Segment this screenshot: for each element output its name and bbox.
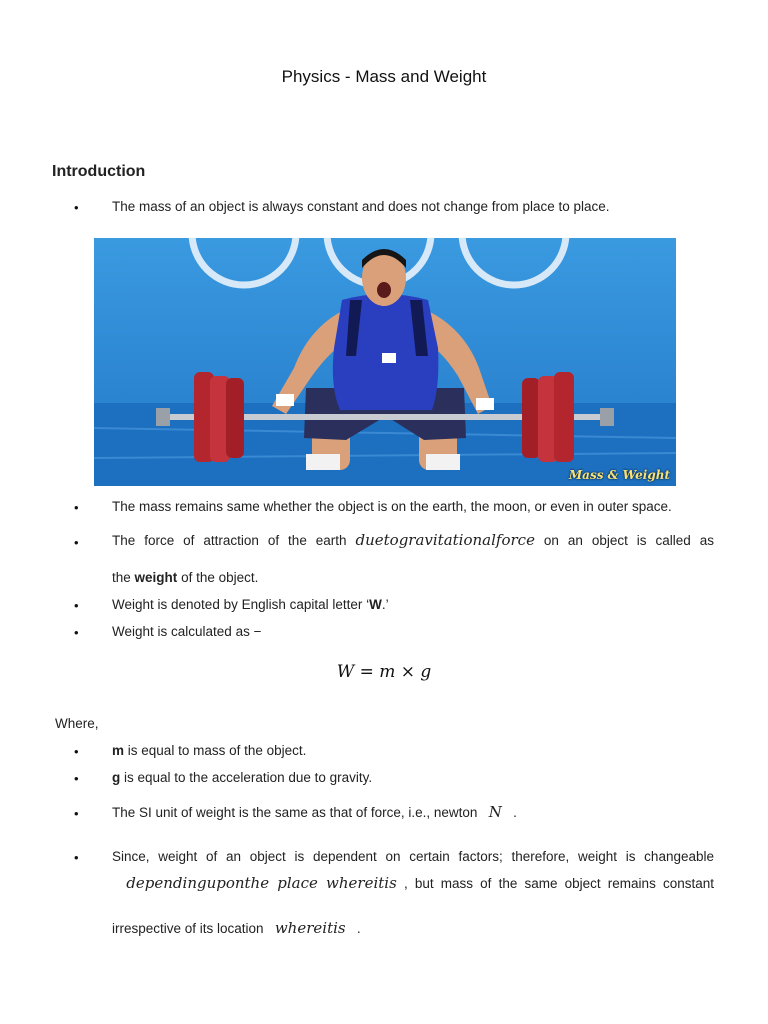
force-text-pre: The force of attraction of the earth xyxy=(112,533,347,548)
bullet-icon: • xyxy=(74,598,79,613)
since-line-2 xyxy=(112,874,714,892)
photo-caption: Mass & Weight xyxy=(568,468,670,482)
since-line-3-end: . xyxy=(356,921,361,936)
formula-m: m xyxy=(379,662,396,682)
since-line-1: Since, weight of an object is dependent on certain factors; therefore, weight is changeable xyxy=(112,849,714,864)
math-where-it-is: whereitis xyxy=(274,919,346,937)
bullet-icon: • xyxy=(74,744,79,759)
since-line-3-text: irrespective of its location xyxy=(112,921,264,936)
bullet-icon: • xyxy=(74,625,79,640)
denoted-post: .’ xyxy=(381,597,389,612)
denoted-pre: Weight is denoted by English capital letter ‘ xyxy=(112,597,370,612)
math-depending-place: dependinguponthe place whereitis xyxy=(126,874,397,892)
bullet-text-mass-constant: The mass of an object is always constant and does not change from place to place. xyxy=(112,199,610,214)
bullet-icon: • xyxy=(74,771,79,786)
weightlifter-photo xyxy=(94,238,676,486)
denoted-letter: W xyxy=(369,597,382,612)
formula-times: × xyxy=(400,662,416,682)
weight-def-pre: the xyxy=(112,570,131,585)
si-unit-text xyxy=(112,803,517,821)
def-g-symbol: g xyxy=(112,770,121,785)
where-label: Where, xyxy=(55,716,99,731)
bullet-icon: • xyxy=(74,535,79,550)
formula-g: g xyxy=(420,662,432,682)
bullet-text-force-attraction xyxy=(112,531,714,549)
bullet-text-weight-denoted xyxy=(112,597,389,612)
formula-w: W xyxy=(336,662,355,682)
weight-formula xyxy=(0,662,768,682)
bullet-icon: • xyxy=(74,500,79,515)
weight-def-post: of the object. xyxy=(181,570,259,585)
section-heading: Introduction xyxy=(52,163,146,180)
def-gravity xyxy=(112,770,372,785)
bullet-text-weight-calculated: Weight is calculated as − xyxy=(112,624,262,639)
bullet-icon: • xyxy=(74,806,79,821)
si-post: . xyxy=(513,805,517,820)
weight-term: weight xyxy=(134,570,178,585)
si-pre: The SI unit of weight is the same as that of force, i.e., newton xyxy=(112,805,478,820)
page-title: Physics - Mass and Weight xyxy=(281,67,487,86)
def-m-symbol: m xyxy=(112,743,125,758)
def-g-text: is equal to the acceleration due to gravity. xyxy=(124,770,373,785)
def-mass xyxy=(112,743,306,758)
def-m-text: is equal to mass of the object. xyxy=(127,743,307,758)
force-text-post: on an object is called as xyxy=(543,533,714,548)
math-gravitational-force: duetogravitationalforce xyxy=(355,531,535,549)
since-line-3 xyxy=(112,919,361,937)
math-newton: N xyxy=(488,803,502,821)
weight-definition-line xyxy=(112,570,258,585)
bullet-icon: • xyxy=(74,200,79,215)
bullet-icon: • xyxy=(74,850,79,865)
formula-equals: = xyxy=(359,662,374,682)
bullet-text-mass-same: The mass remains same whether the object is on the earth, the moon, or even in outer space. xyxy=(112,499,672,514)
since-line-2-text: , but mass of the same object remains constant xyxy=(403,876,714,891)
